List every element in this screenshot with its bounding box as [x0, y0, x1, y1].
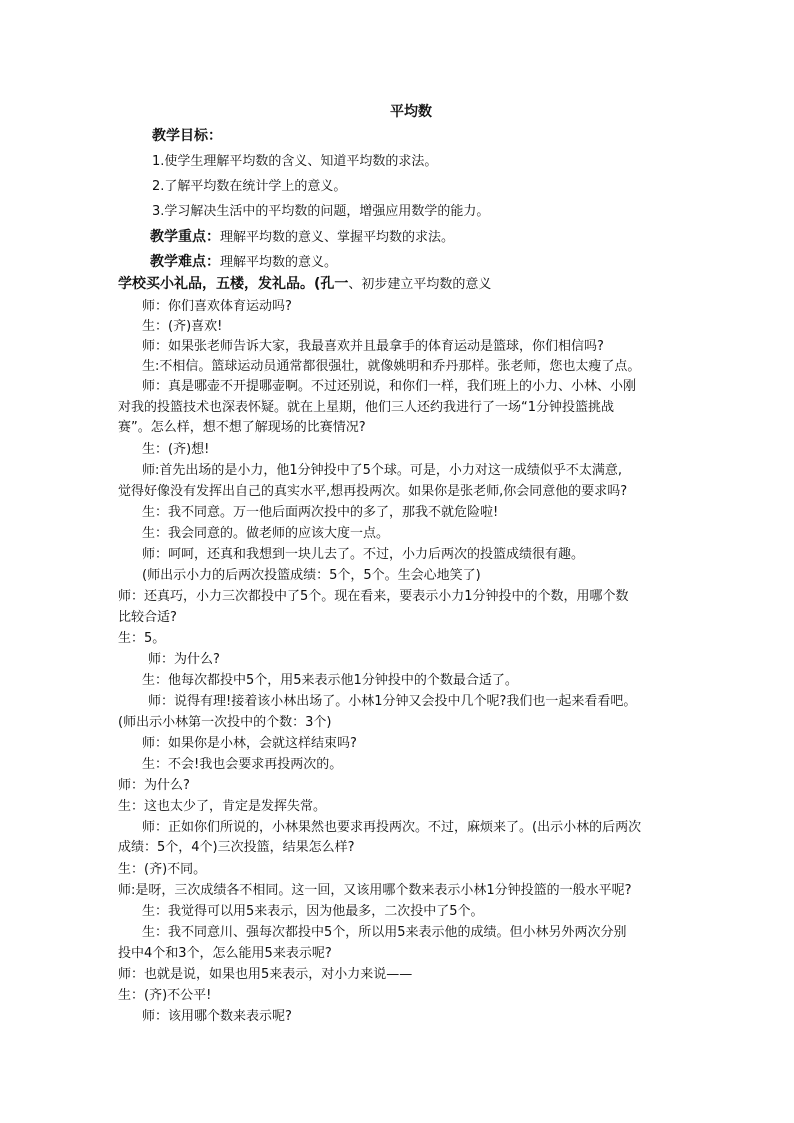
dialogue-line: 师：你们喜欢体育运动吗?	[142, 299, 292, 314]
dialogue-line: 师:是呀，三次成绩各不相同。这一回，又该用哪个数来表示小林1分钟投篮的一般水平呢?	[118, 883, 632, 898]
dialogue-line: 生:不相信。篮球运动员通常都很强壮，就像姚明和乔丹那样。张老师，您也太瘦了点。	[142, 359, 641, 374]
document-title: 平均数	[390, 104, 432, 120]
dialogue-line: 生：他每次都投中5个，用5来表示他1分钟投中的个数最合适了。	[142, 673, 518, 688]
dialogue-line: 生：不会!我也会要求再投两次的。	[142, 757, 343, 772]
dialogue-line: 生：我觉得可以用5来表示，因为他最多，二次投中了5个。	[142, 904, 484, 919]
dialogue-line: 师：还真巧，小力三次都投中了5个。现在看来，要表示小力1分钟投中的个数，用哪个数	[118, 589, 629, 604]
dialogue-line: 生：(齐)想!	[142, 442, 210, 457]
dialogue-line: 比较合适?	[118, 610, 177, 625]
dialogue-line: 生：(齐)不同。	[118, 862, 207, 877]
dialogue-line: 师：为什么?	[118, 778, 190, 793]
dialogue-line: 投中4个和3个，怎么能用5来表示呢?	[118, 946, 332, 961]
section-heading-bold: 学校买小礼品，五楼，发礼品。(孔一	[118, 276, 349, 292]
dialogue-line: 生：(齐)喜欢!	[142, 319, 223, 334]
section-heading-rest: 、初步建立平均数的意义	[348, 277, 492, 292]
objective-item: 3.学习解决生活中的平均数的问题，增强应用数学的能力。	[152, 204, 490, 219]
dialogue-line: 师:首先出场的是小力，他1分钟投中了5个球。可是，小力对这一成绩似乎不太满意,	[142, 463, 623, 478]
dialogue-line: 生：(齐)不公平!	[118, 988, 212, 1003]
dialogue-line: 师：也就是说，如果也用5来表示，对小力来说——	[118, 967, 413, 982]
key-points-text: 理解平均数的意义、掌握平均数的求法。	[220, 230, 455, 245]
dialogue-line: 觉得好像没有发挥出自己的真实水平,想再投两次。如果你是张老师,你会同意他的要求吗?	[118, 484, 628, 499]
difficulty-label: 教学难点：	[150, 254, 220, 270]
dialogue-line: 师：该用哪个数来表示呢?	[142, 1009, 292, 1024]
dialogue-line: 师：呵呵，还真和我想到一块儿去了。不过，小力后两次的投篮成绩很有趣。	[142, 547, 585, 562]
dialogue-line: 对我的投篮技术也深表怀疑。就在上星期，他们三人还约我进行了一场“1分钟投篮挑战	[118, 400, 615, 415]
dialogue-line: 赛”。怎么样，想不想了解现场的比赛情况?	[118, 420, 366, 435]
dialogue-line: 师：如果张老师告诉大家，我最喜欢并且最拿手的体育运动是篮球，你们相信吗?	[142, 339, 604, 354]
dialogue-line: 生：5。	[118, 631, 166, 646]
dialogue-line: 生：我不同意川、强每次都投中5个，所以用5来表示他的成绩。但小林另外两次分别	[142, 925, 627, 940]
objective-item: 2.了解平均数在统计学上的意义。	[152, 179, 347, 194]
dialogue-line: 师：为什么?	[148, 652, 220, 667]
section-heading	[118, 276, 491, 293]
dialogue-line: (师出示小力的后两次投篮成绩：5个，5个。生会心地笑了)	[142, 568, 481, 583]
dialogue-line: 生：这也太少了，肯定是发挥失常。	[118, 799, 327, 814]
key-points-line	[150, 229, 454, 246]
dialogue-line: 成绩：5个，4个)三次投篮，结果怎么样?	[118, 840, 355, 855]
dialogue-line: 师：如果你是小林，会就这样结束吗?	[142, 736, 357, 751]
objectives-heading: 教学目标：	[152, 128, 222, 144]
objective-item: 1.使学生理解平均数的含义、知道平均数的求法。	[152, 154, 438, 169]
dialogue-line: 师：正如你们所说的，小林果然也要求再投两次。不过，麻烦来了。(出示小林的后两次	[142, 820, 642, 835]
key-points-label: 教学重点：	[150, 229, 220, 245]
dialogue-line: 师：说得有理!接着该小林出场了。小林1分钟又会投中几个呢?我们也一起来看看吧。	[148, 694, 637, 709]
dialogue-line: (师出示小林第一次投中的个数：3个)	[118, 715, 332, 730]
difficulty-line	[150, 254, 337, 271]
difficulty-text: 理解平均数的意义。	[220, 255, 338, 270]
dialogue-line: 师：真是哪壶不开提哪壶啊。不过还别说，和你们一样，我们班上的小力、小林、小刚	[142, 379, 637, 394]
dialogue-line: 生：我会同意的。做老师的应该大度一点。	[142, 526, 390, 541]
dialogue-line: 生：我不同意。万一他后面两次投中的多了，那我不就危险啦!	[142, 505, 499, 520]
